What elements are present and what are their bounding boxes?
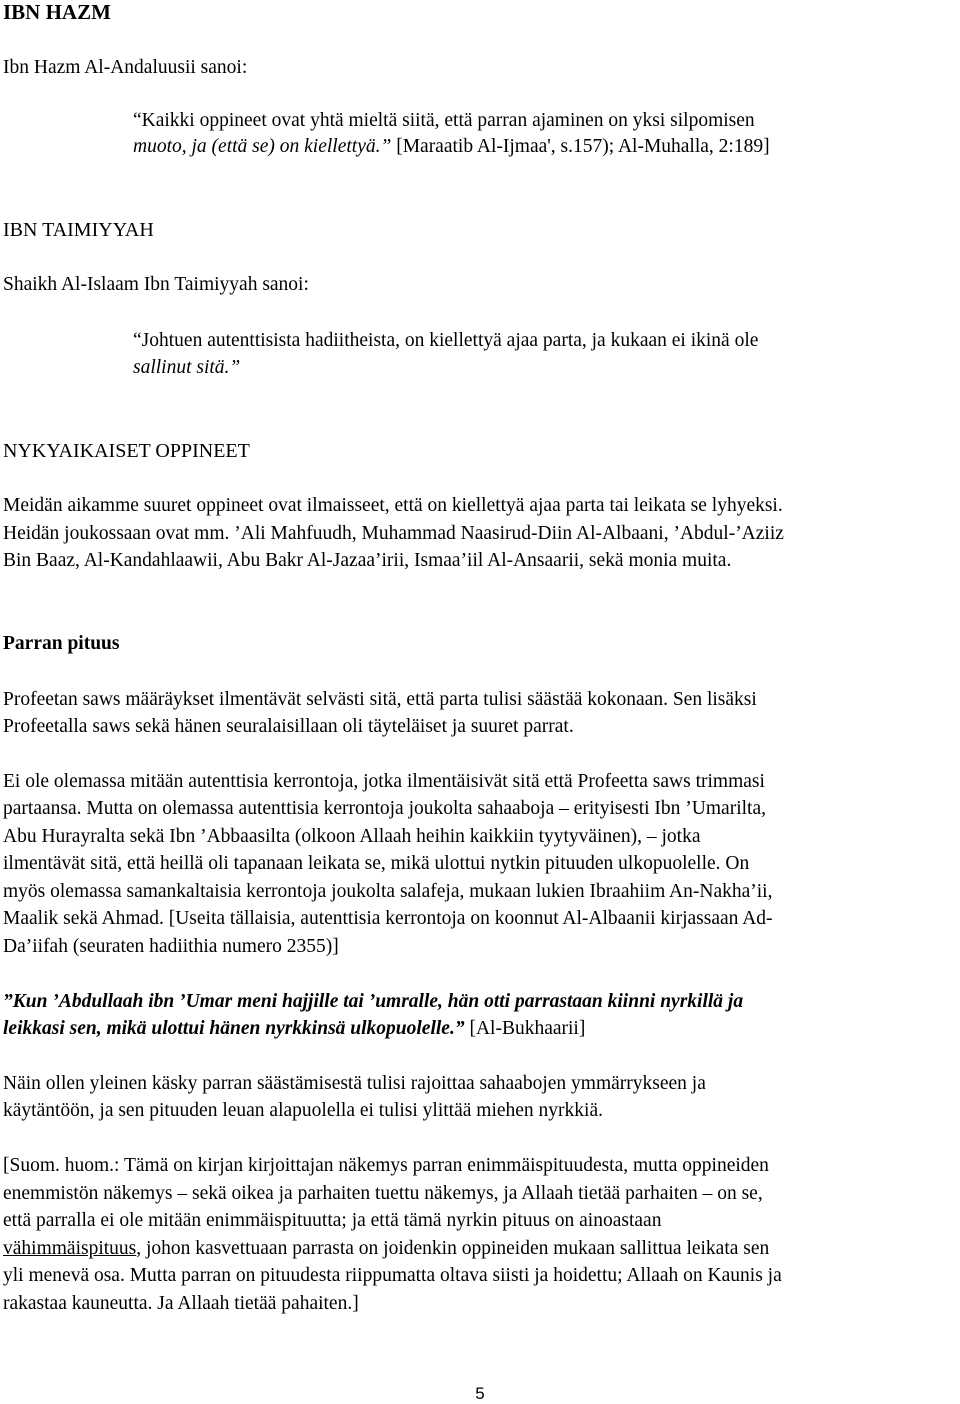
parran-pituus-p2-line-5: myös olemassa samankaltaisia kerrontoja joukolta salafeja, mukaan lukien Ibraahiim An-Nakha’ii, xyxy=(3,881,773,902)
nykyaikaiset-line-1: Meidän aikamme suuret oppineet ovat ilmaisseet, että on kiellettyä ajaa parta tai leikata se lyhyeksi. xyxy=(3,495,783,516)
nykyaikaiset-line-3: Bin Baaz, Al-Kandahlaawii, Abu Bakr Al-Jazaa’irii, Ismaa’iil Al-Ansaarii, sekä monia muita. xyxy=(3,550,732,571)
translator-note-line-5: yli menevä osa. Mutta parran on pituudesta riippumatta oltava siisti ja hoidettu; Allaah on Kaunis ja xyxy=(3,1265,782,1286)
nykyaikaiset-line-2: Heidän joukossaan ovat mm. ’Ali Mahfuudh, Muhammad Naasirud-Diin Al-Albaani, ’Abdul-’Aziiz xyxy=(3,523,784,544)
parran-pituus-p2-line-6: Maalik sekä Ahmad. [Useita tällaisia, autenttisia kerrontoja on koonnut Al-Albaanii kirjassaan Ad- xyxy=(3,908,773,929)
ibn-hazm-quote-line-2 xyxy=(133,135,770,159)
parran-pituus-p3-line-1: Näin ollen yleinen käsky parran säästämisestä tulisi rajoittaa sahaabojen ymmärrykseen ja xyxy=(3,1073,706,1094)
heading-parran-pituus: Parran pituus xyxy=(3,633,120,654)
ibn-taimiyyah-quote-line-2: sallinut sitä.” xyxy=(133,357,241,378)
translator-note-line-3: että parralla ei ole mitään enimmäispituutta; ja että tämä nyrkin pituus on ainoastaan xyxy=(3,1210,662,1231)
parran-pituus-p2-line-7: Da’iifah (seuraten hadiithia numero 2355)] xyxy=(3,936,339,957)
page-number: 5 xyxy=(475,1384,485,1403)
underlined-term: vähimmäispituus xyxy=(3,1238,137,1259)
parran-pituus-p2-line-4: ilmentävät sitä, että heillä oli tapanaan leikata se, mikä ulottui nytkin pituuden ulkopuolelle. On xyxy=(3,853,750,874)
heading-nykyaikaiset-oppineet: NYKYAIKAISET OPPINEET xyxy=(3,440,250,462)
parran-pituus-p1-line-2: Profeetalla saws sekä hänen seuralaisillaan oli täyteläiset ja suuret parrat. xyxy=(3,716,574,737)
heading-ibn-taimiyyah: IBN TAIMIYYAH xyxy=(3,219,154,241)
ibn-hazm-intro: Ibn Hazm Al-Andaluusii sanoi: xyxy=(3,57,248,78)
parran-pituus-p2-line-1: Ei ole olemassa mitään autenttisia kerrontoja, jotka ilmentäisivät sitä että Profeetta saws trimmasi xyxy=(3,771,765,792)
translator-note-line-4 xyxy=(3,1237,769,1261)
ibn-hazm-reference: [Maraatib Al-Ijmaa', s.157); Al-Muhalla, 2:189] xyxy=(391,136,770,157)
parran-pituus-p1-line-1: Profeetan saws määräykset ilmentävät selvästi sitä, että parta tulisi säästää kokonaan. Sen lisäksi xyxy=(3,689,757,710)
translator-note-line-2: enemmistön näkemys – sekä oikea ja parhaiten tuettu näkemys, ja Allaah tietää parhaiten – on se, xyxy=(3,1183,763,1204)
ibn-taimiyyah-intro: Shaikh Al-Islaam Ibn Taimiyyah sanoi: xyxy=(3,274,309,295)
hadith-quote-line-1: ”Kun ’Abdullaah ibn ’Umar meni hajjille tai ’umralle, hän otti parrastaan kiinni nyrkillä ja xyxy=(3,991,744,1012)
parran-pituus-p2-line-2: partaansa. Mutta on olemassa autenttisia kerrontoja joukolta sahaaboja – erityisesti Ibn ’Umarilta, xyxy=(3,798,766,819)
translator-note-line-4-rest: , johon kasvettuaan parrasta on joidenkin oppineiden mukaan sallittua leikata sen xyxy=(136,1238,770,1259)
translator-note-line-6: rakastaa kauneutta. Ja Allaah tietää pahaiten.] xyxy=(3,1293,359,1314)
parran-pituus-p2-line-3: Abu Hurayralta sekä Ibn ’Abbaasilta (olkoon Allaah heihin kaikkiin tyytyväinen), – jotka xyxy=(3,826,701,847)
translator-note-line-1: [Suom. huom.: Tämä on kirjan kirjoittajan näkemys parran enimmäispituudesta, mutta oppineiden xyxy=(3,1155,769,1176)
hadith-quote-text: leikkasi sen, mikä ulottui hänen nyrkkinsä ulkopuolelle.” xyxy=(3,1018,465,1039)
ibn-taimiyyah-quote-line-1: “Johtuen autenttisista hadiitheista, on kiellettyä ajaa parta, ja kukaan ei ikinä ole xyxy=(133,330,759,351)
parran-pituus-p3-line-2: käytäntöön, ja sen pituuden leuan alapuolella ei tulisi ylittää miehen nyrkkiä. xyxy=(3,1100,603,1121)
ibn-hazm-quote-line-1: “Kaikki oppineet ovat yhtä mieltä siitä, että parran ajaminen on yksi silpomisen xyxy=(133,110,755,131)
hadith-quote-line-2 xyxy=(3,1017,585,1041)
hadith-reference: [Al-Bukhaarii] xyxy=(464,1018,586,1039)
ibn-hazm-quote-text: muoto, ja (että se) on kiellettyä.” xyxy=(133,136,392,157)
heading-ibn-hazm: IBN HAZM xyxy=(3,0,111,24)
